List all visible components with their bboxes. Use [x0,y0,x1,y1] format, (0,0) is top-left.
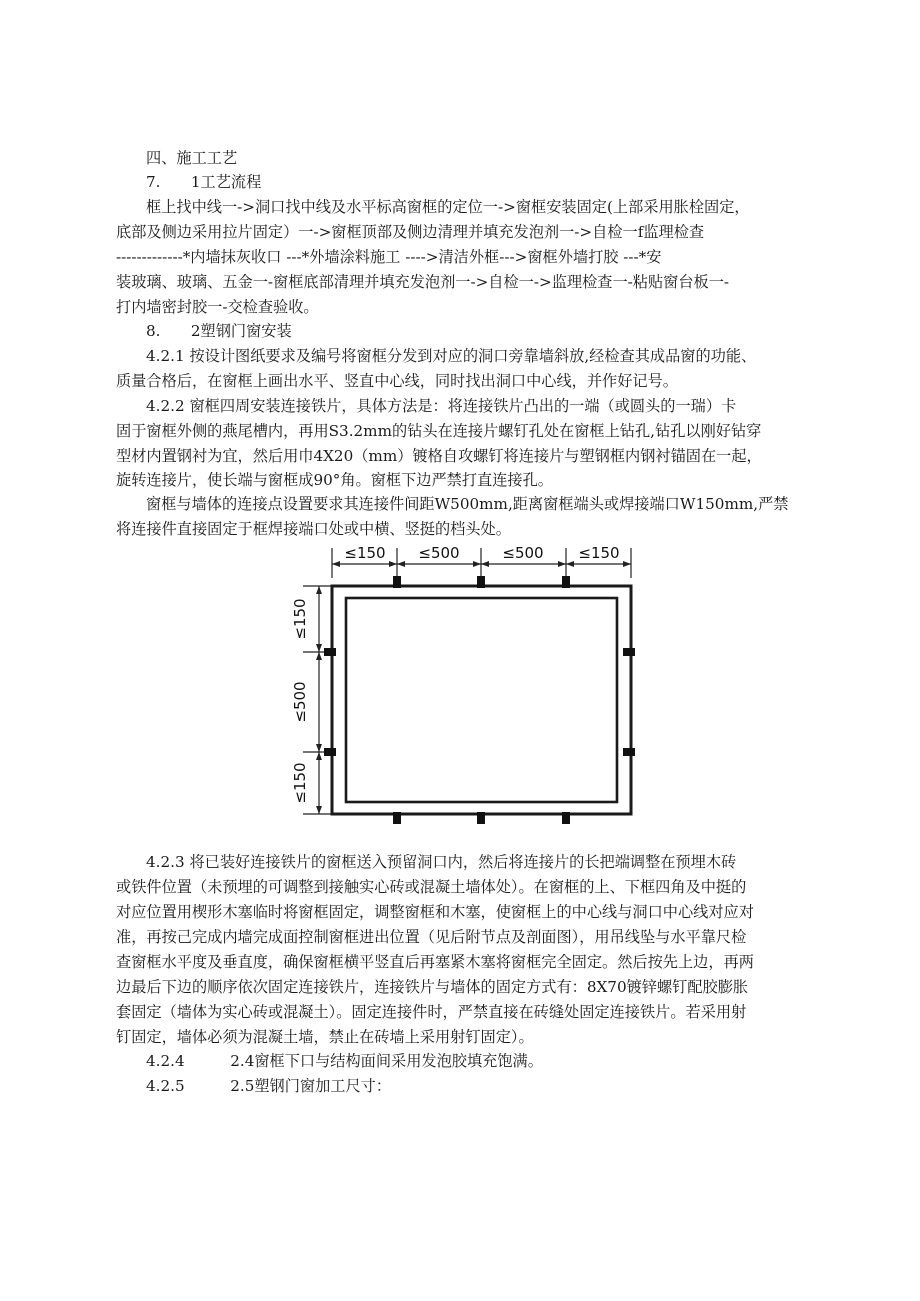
flow-line: -------------*内墙抹灰收口 ---*外墙涂料施工 ---->清洁外框--->窗框外墙打胶 ---*安 [116,248,662,266]
connection-plates [324,576,635,824]
dim-top-1: ≤150 [344,544,386,562]
paragraph-4-2-3: 边最后下边的顺序依次固定连接铁片，连接铁片与墙体的固定方式有：8X70镀锌螺钉配胶膨胀 [116,978,749,996]
window-frame-inner [346,598,617,802]
paragraph-4-2-4: 4.2.4 2.4窗框下口与结构面间采用发泡胶填充饱满。 [146,1052,543,1070]
dim-left-2: ≤500 [291,681,309,723]
paragraph-4-2-3: 4.2.3 将已装好连接铁片的窗框送入预留洞口内，然后将连接片的长把端调整在预埋木砖 [146,853,737,871]
flow-line: 框上找中线一->洞口找中线及水平标高窗框的定位一->窗框安装固定(上部采用胀栓固定， [146,198,750,216]
subsection-title-process: 7. 1工艺流程 [146,173,262,191]
window-frame-diagram [285,540,645,830]
flow-line: 底部及侧边采用拉片固定）一->窗框顶部及侧边清理并填充发泡剂一->自检一f监理检查 [116,223,705,241]
dim-left-3: ≤150 [291,762,309,804]
dim-top-4: ≤150 [578,544,620,562]
paragraph-4-2-2: 旋转连接片，使长端与窗框成90°角。窗框下边严禁打直连接孔。 [116,471,553,489]
paragraph-connection: 将连接件直接固定于框焊接端口处或中横、竖挺的档头处。 [116,520,511,538]
subsection-title-install: 8. 2塑钢门窗安装 [146,322,292,340]
flow-line: 装玻璃、玻璃、五金一-窗框底部清理并填充发泡剂一->自检一->监理检查一-粘贴窗台板一- [116,273,730,291]
paragraph-4-2-3: 查窗框水平度及垂直度，确保窗框横平竖直后再塞紧木塞将窗框完全固定。然后按先上边，再两 [116,953,754,971]
paragraph-4-2-2: 型材内置钢衬为宜，然后用巾4X20（mm）镀格自攻螺钉将连接片与塑钢框内钢衬锚固在一起， [116,447,762,465]
dim-top-3: ≤500 [502,544,544,562]
paragraph-4-2-1: 4.2.1 按设计图纸要求及编号将窗框分发到对应的洞口旁靠墙斜放,经检查其成品窗的功能、 [146,347,757,365]
dim-left-1: ≤150 [291,598,309,640]
paragraph-4-2-3: 套固定（墙体为实心砖或混凝土）。固定连接件时，严禁直接在砖缝处固定连接铁片。若采用射 [116,1003,747,1021]
paragraph-connection: 窗框与墙体的连接点设置要求其连接件间距W500mm,距离窗框端头或焊接端口W150mm,严禁 [146,495,789,513]
window-frame-outer [332,586,631,814]
paragraph-4-2-3: 或铁件位置（未预埋的可调整到接触实心砖或混凝土墙体处）。在窗框的上、下框四角及中挺的 [116,878,747,896]
section-heading: 四、施工工艺 [146,149,238,167]
paragraph-4-2-5: 4.2.5 2.5塑钢门窗加工尺寸： [146,1077,392,1095]
paragraph-4-2-3: 钉固定，墙体必须为混凝土墙，禁止在砖墙上采用射钉固定）。 [116,1028,534,1046]
paragraph-4-2-1: 质量合格后，在窗框上画出水平、竖直中心线，同时找出洞口中心线，并作好记号。 [116,372,678,390]
paragraph-4-2-2: 固于窗框外侧的燕尾槽内，再用S3.2mm的钻头在连接片螺钉孔处在窗框上钻孔,钻孔以刚好钻穿 [116,422,762,440]
paragraph-4-2-3: 准，再按己完成内墙完成面控制窗框进出位置（见后附节点及剖面图），用吊线坠与水平靠尺检 [116,928,747,946]
dim-top-2: ≤500 [418,544,460,562]
paragraph-4-2-3: 对应位置用楔形木塞临时将窗框固定，调整窗框和木塞，使窗框上的中心线与洞口中心线对应对 [116,903,754,921]
flow-line: 打内墙密封胶一-交检查验收。 [116,298,319,316]
paragraph-4-2-2: 4.2.2 窗框四周安装连接铁片，具体方法是：将连接铁片凸出的一端（或圆头的一瑞）卡 [146,397,737,415]
